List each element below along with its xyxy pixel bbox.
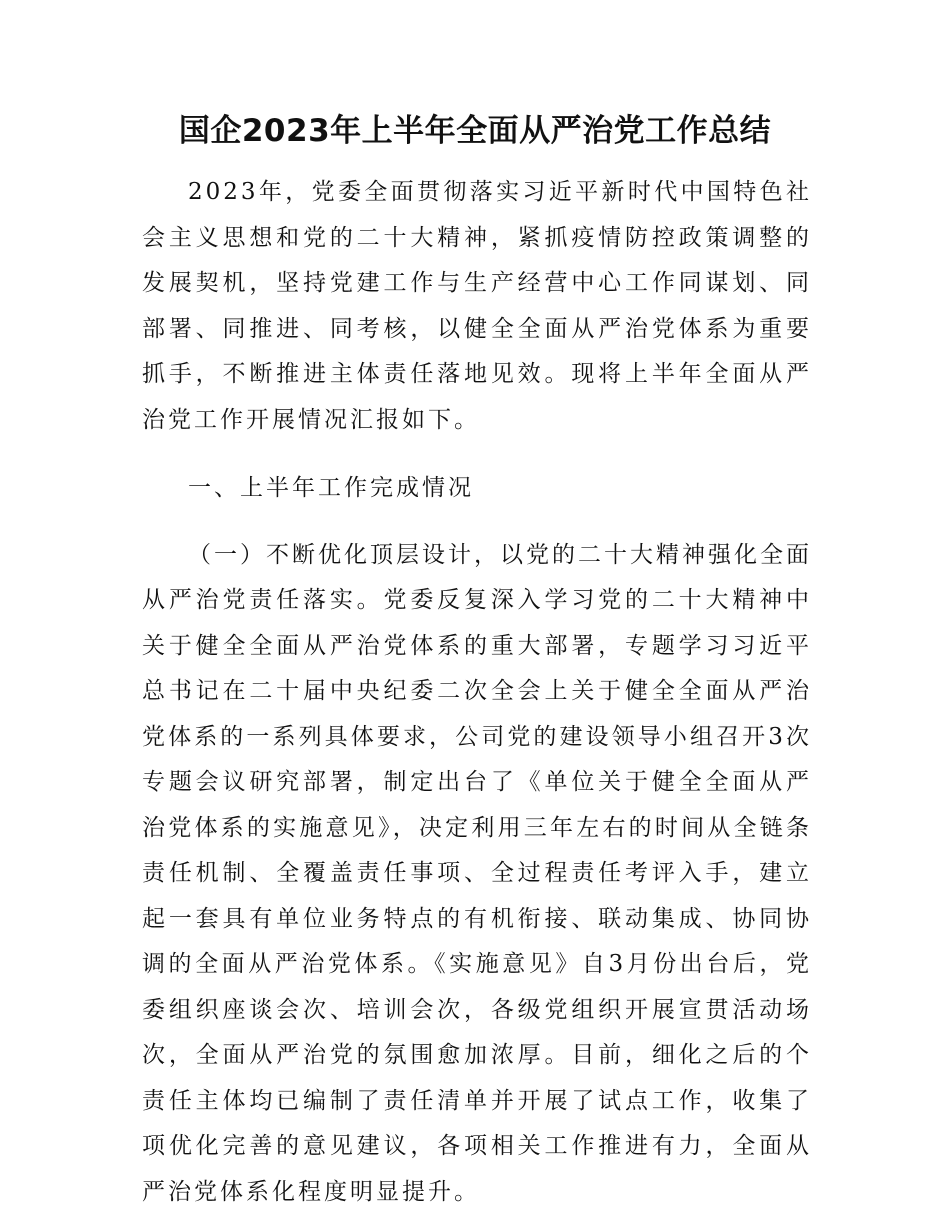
document-body [142, 170, 812, 1215]
document-title: 国企2023年上半年全面从严治党工作总结 [178, 113, 772, 149]
section-heading: 一、上半年工作完成情况 [188, 475, 474, 501]
section-paragraph: （一）不断优化顶层设计，以党的二十大精神强化全面从严治党责任落实。党委反复深入学习党的二十大精神中关于健全全面从严治党体系的重大部署，专题学习习近平总书记在二十届中央纪委二次全会上关于健全全面从严治党体系的一系列具体要求，公司党的建设领导小组召开3次专题会议研究部署，制定出台了《单位关于健全全面从严治党体系的实施意见》，决定利用三年左右的时间从全链条责任机制、全覆盖责任事项、全过程责任考评入手，建立起一套具有单位业务特点的有机衔接、联动集成、协同协调的全面从严治党体系。《实施意见》自3月份出台后，党委组织座谈会次、培训会次，各级党组织开展宣贯活动场次，全面从严治党的氛围愈加浓厚。目前，细化之后的个责任主体均已编制了责任清单并开展了试点工作，收集了项优化完善的意见建议，各项相关工作推进有力，全面从严治党体系化程度明显提升。 [142, 541, 812, 1205]
intro-paragraph: 2023年，党委全面贯彻落实习近平新时代中国特色社会主义思想和党的二十大精神，紧抓疫情防控政策调整的发展契机，坚持党建工作与生产经营中心工作同谋划、同部署、同推进、同考核，以健全全面从严治党体系为重要抓手，不断推进主体责任落地见效。现将上半年全面从严治党工作开展情况汇报如下。 [142, 179, 812, 433]
